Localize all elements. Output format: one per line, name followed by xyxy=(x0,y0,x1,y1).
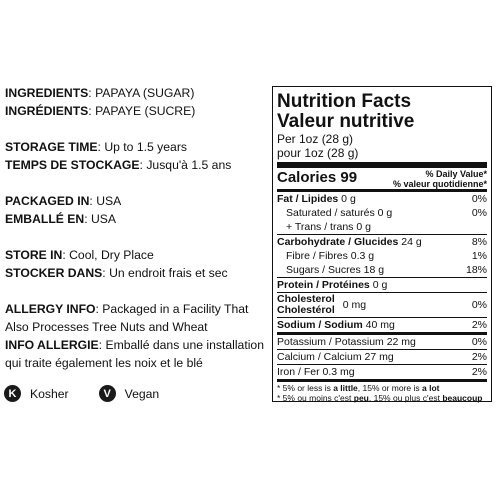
packaged-fr-value: : USA xyxy=(84,212,117,226)
potassium-pct: 0% xyxy=(471,336,487,348)
store-en xyxy=(5,246,267,264)
iron-name: Iron / Fer 0.3 mg xyxy=(277,366,355,378)
fat-amount: 0 g xyxy=(338,193,356,205)
footnote xyxy=(277,382,487,403)
carb-row xyxy=(277,235,487,249)
storage-en-value: : Up to 1.5 years xyxy=(97,140,187,154)
sodium-amount: 40 mg xyxy=(362,319,395,331)
packaged-fr-label: EMBALLÉ EN xyxy=(5,212,85,226)
store-en-label: STORE IN xyxy=(5,248,63,262)
footnote-fr-beaucoup: beaucoup xyxy=(442,392,483,403)
cholesterol-amount: 0 mg xyxy=(342,298,367,311)
store-fr-label: STOCKER DANS xyxy=(5,266,103,280)
kosher-label: Kosher xyxy=(30,386,69,401)
potassium-row xyxy=(277,335,487,349)
storage-fr xyxy=(5,156,267,174)
storage-en-label: STORAGE TIME xyxy=(5,140,98,154)
footnote-en-part: * 5% or less is xyxy=(277,383,334,393)
calories-row xyxy=(277,168,487,189)
iron-row xyxy=(277,365,487,379)
nutrition-facts-panel xyxy=(272,86,492,402)
packaged-fr xyxy=(5,210,267,228)
calories: Calories 99 xyxy=(277,169,358,186)
nutrition-title-en: Nutrition Facts xyxy=(277,91,412,112)
allergy-fr-value: : Emballé dans une installation qui traite également les noix et le blé xyxy=(5,338,264,370)
footnote-fr-part: , 15% ou plus c'est xyxy=(368,392,443,403)
sugars-name: Sugars / Sucres 18 g xyxy=(286,264,385,276)
cholesterol-pct: 0% xyxy=(471,298,487,311)
sugars-pct: 18% xyxy=(465,264,487,276)
footnote-fr-part: * 5% ou moins c'est xyxy=(277,392,354,403)
fat-pct: 0% xyxy=(471,193,487,205)
cholesterol-row xyxy=(277,293,487,317)
kosher-badge xyxy=(4,385,69,402)
footnote-fr xyxy=(277,394,487,404)
cholesterol-name-en: Cholesterol xyxy=(277,293,335,305)
storage-en xyxy=(5,138,267,156)
trans-name: + Trans / trans 0 g xyxy=(286,221,371,233)
fibre-name: Fibre / Fibres 0.3 g xyxy=(286,250,375,262)
packaged-en-value: : USA xyxy=(89,194,122,208)
fat-name: Fat / Lipides xyxy=(277,193,339,205)
sodium-row xyxy=(277,318,487,332)
packaged-en xyxy=(5,192,267,210)
daily-value-fr: % valeur quotidienne* xyxy=(392,179,487,189)
calcium-name: Calcium / Calcium 27 mg xyxy=(277,351,394,363)
vegan-label: Vegan xyxy=(124,386,160,401)
footnote-en-little: a little xyxy=(333,383,358,393)
packaged-en-label: PACKAGED IN xyxy=(5,194,90,208)
vegan-icon: V xyxy=(99,385,116,402)
ingredients-en xyxy=(5,84,267,102)
saturated-row xyxy=(277,206,487,220)
fibre-row xyxy=(277,249,487,263)
sodium-name: Sodium / Sodium xyxy=(277,319,363,331)
footnote-fr-peu: peu xyxy=(353,392,369,403)
storage-fr-value: : Jusqu'à 1.5 ans xyxy=(139,158,232,172)
ingredients-fr-value: : PAPAYE (SUCRE) xyxy=(88,104,196,118)
carb-name: Carbohydrate / Glucides xyxy=(277,236,399,248)
trans-row xyxy=(277,220,487,234)
protein-row xyxy=(277,278,487,292)
allergy-en xyxy=(5,300,267,336)
carb-amount: 24 g xyxy=(398,236,422,248)
serving-size-fr: pour 1oz (28 g) xyxy=(277,146,359,160)
kosher-icon: K xyxy=(4,385,21,402)
sodium-pct: 2% xyxy=(471,319,487,331)
saturated-name: Saturated / saturés 0 g xyxy=(286,207,393,219)
ingredients-en-value: : PAPAYA (SUGAR) xyxy=(88,86,195,100)
potassium-name: Potassium / Potassium 22 mg xyxy=(277,336,416,348)
storage-fr-label: TEMPS DE STOCKAGE xyxy=(5,158,140,172)
protein-amount: 0 g xyxy=(369,279,388,291)
calcium-pct: 2% xyxy=(471,351,487,363)
nutrition-title-fr: Valeur nutritive xyxy=(277,111,415,132)
store-en-value: : Cool, Dry Place xyxy=(62,248,154,262)
daily-value-header xyxy=(393,169,487,189)
store-fr xyxy=(5,264,267,282)
store-fr-value: : Un endroit frais et sec xyxy=(102,266,228,280)
footnote-en-part: , 15% or more is xyxy=(357,383,423,393)
allergy-en-value: : Packaged in a Facility That Also Processes Tree Nuts and Wheat xyxy=(5,302,249,334)
fat-row xyxy=(277,192,487,206)
sugars-row xyxy=(277,263,487,277)
vegan-badge xyxy=(99,385,160,402)
saturated-pct: 0% xyxy=(471,207,487,219)
calcium-row xyxy=(277,350,487,364)
ingredients-en-label: INGREDIENTS xyxy=(5,86,89,100)
product-info xyxy=(5,84,267,372)
iron-pct: 2% xyxy=(471,366,487,378)
allergy-fr-label: INFO ALLERGIE xyxy=(5,338,99,352)
daily-value-en: % Daily Value* xyxy=(425,169,487,179)
protein-name: Protein / Protéines xyxy=(277,279,370,291)
ingredients-fr-label: INGRÉDIENTS xyxy=(5,104,89,118)
cholesterol-name-fr: Cholestérol xyxy=(277,304,335,316)
serving-size-en: Per 1oz (28 g) xyxy=(277,132,354,146)
allergy-en-label: ALLERGY INFO xyxy=(5,302,96,316)
fibre-pct: 1% xyxy=(471,250,487,262)
allergy-fr xyxy=(5,336,267,372)
footnote-en-lot: a lot xyxy=(422,383,440,393)
carb-pct: 8% xyxy=(471,236,487,248)
ingredients-fr xyxy=(5,102,267,120)
certification-badges xyxy=(4,385,189,402)
